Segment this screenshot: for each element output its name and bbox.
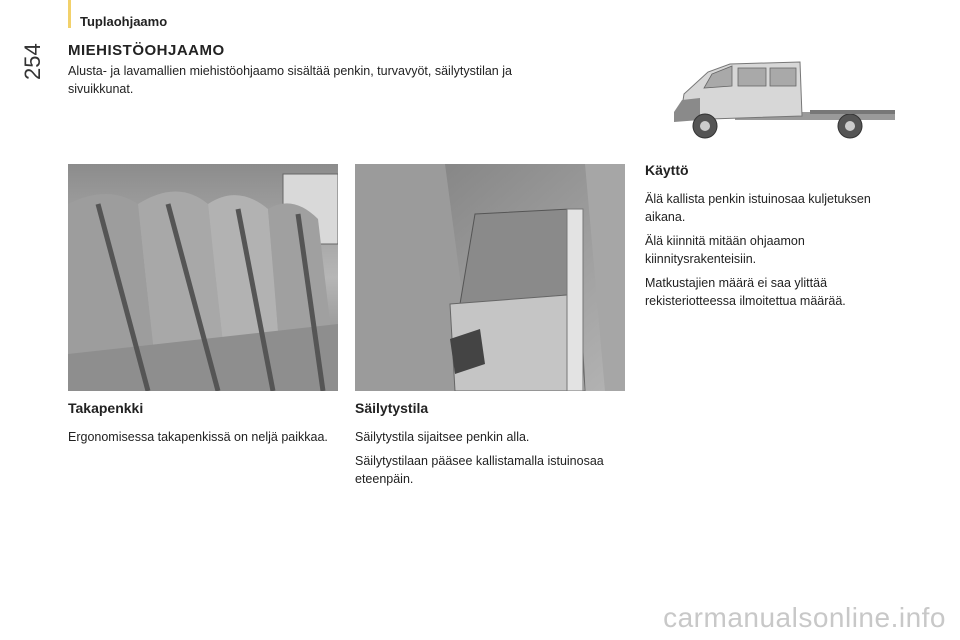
header-accent-bar <box>68 0 71 28</box>
rear-seat-text: Ergonomisessa takapenkissä on neljä paikkaa. <box>68 430 328 444</box>
page-number: 254 <box>20 43 45 80</box>
chapter-title: Tuplaohjaamo <box>80 14 168 29</box>
usage-paragraph: Matkustajien määrä ei saa ylittää rekisteriotteessa ilmoitettua määrää. <box>645 276 846 308</box>
section-intro: Alusta- ja lavamallien miehistöohjaamo sisältää penkin, turvavyöt, säilytystilan ja sivuikkunat. <box>68 64 512 96</box>
usage-paragraph: Älä kiinnitä mitään ohjaamon kiinnitysrakenteisiin. <box>645 234 805 266</box>
usage-paragraph: Älä kallista penkin istuinosaa kuljetuksen aikana. <box>645 192 871 224</box>
storage-paragraph: Säilytystila sijaitsee penkin alla. <box>355 430 530 444</box>
section-title: MIEHISTÖOHJAAMO <box>68 42 225 59</box>
storage-text <box>355 428 615 494</box>
rear-seat-heading: Takapenkki <box>68 400 144 416</box>
storage-compartment-photo <box>355 164 625 391</box>
usage-heading: Käyttö <box>645 162 689 178</box>
storage-heading: Säilytystila <box>355 400 429 416</box>
storage-paragraph: Säilytystilaan pääsee kallistamalla istuinosaa eteenpäin. <box>355 454 604 486</box>
crew-cab-truck-illustration <box>660 50 900 150</box>
watermark: carmanualsonline.info <box>663 602 946 633</box>
rear-seat-photo <box>68 164 338 391</box>
usage-text <box>645 190 900 316</box>
